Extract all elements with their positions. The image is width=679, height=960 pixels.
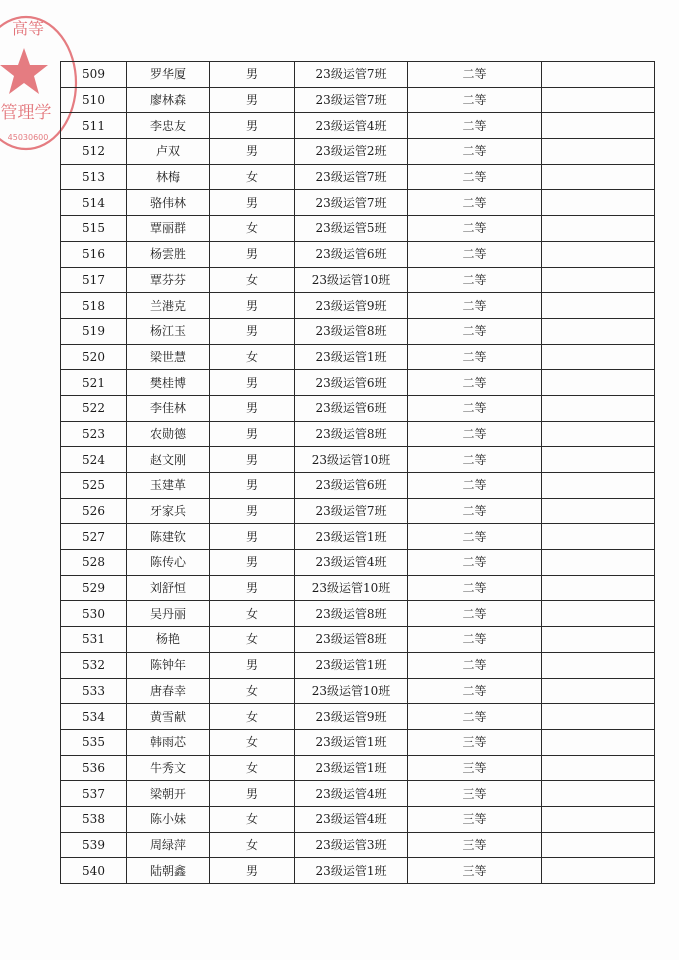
award-grade: 三等 xyxy=(408,781,542,807)
seal-text-top: 高等 xyxy=(11,19,45,38)
award-grade: 二等 xyxy=(408,498,542,524)
award-grade: 三等 xyxy=(408,729,542,755)
table-row xyxy=(61,293,655,319)
row-number: 531 xyxy=(61,627,127,653)
row-number: 535 xyxy=(61,729,127,755)
award-grade: 二等 xyxy=(408,344,542,370)
table-row xyxy=(61,139,655,165)
student-name: 陆朝鑫 xyxy=(127,858,210,884)
row-number: 534 xyxy=(61,704,127,730)
gender: 男 xyxy=(210,241,295,267)
student-name: 兰港克 xyxy=(127,293,210,319)
award-grade: 二等 xyxy=(408,190,542,216)
class-name: 23级运管10班 xyxy=(295,575,408,601)
class-name: 23级运管5班 xyxy=(295,216,408,242)
table-row xyxy=(61,601,655,627)
class-name: 23级运管1班 xyxy=(295,344,408,370)
remarks xyxy=(542,806,655,832)
remarks xyxy=(542,421,655,447)
remarks xyxy=(542,318,655,344)
student-name: 杨艳 xyxy=(127,627,210,653)
student-name: 农勋德 xyxy=(127,421,210,447)
student-name: 杨江玉 xyxy=(127,318,210,344)
student-name: 陈小妹 xyxy=(127,806,210,832)
award-grade: 二等 xyxy=(408,575,542,601)
student-name: 廖林森 xyxy=(127,87,210,113)
award-grade: 二等 xyxy=(408,164,542,190)
row-number: 532 xyxy=(61,652,127,678)
table-row xyxy=(61,473,655,499)
gender: 女 xyxy=(210,832,295,858)
class-name: 23级运管7班 xyxy=(295,62,408,88)
student-name: 樊桂博 xyxy=(127,370,210,396)
student-name: 韩雨芯 xyxy=(127,729,210,755)
row-number: 537 xyxy=(61,781,127,807)
remarks xyxy=(542,293,655,319)
award-grade: 二等 xyxy=(408,447,542,473)
class-name: 23级运管7班 xyxy=(295,498,408,524)
award-grade: 二等 xyxy=(408,652,542,678)
table-row xyxy=(61,113,655,139)
table-row xyxy=(61,524,655,550)
student-name: 卢双 xyxy=(127,139,210,165)
gender: 男 xyxy=(210,498,295,524)
class-name: 23级运管3班 xyxy=(295,832,408,858)
remarks xyxy=(542,87,655,113)
row-number: 513 xyxy=(61,164,127,190)
remarks xyxy=(542,858,655,884)
class-name: 23级运管7班 xyxy=(295,190,408,216)
table-row xyxy=(61,164,655,190)
seal-star-icon xyxy=(0,48,48,94)
table-row xyxy=(61,267,655,293)
gender: 女 xyxy=(210,704,295,730)
row-number: 528 xyxy=(61,550,127,576)
remarks xyxy=(542,652,655,678)
table-row xyxy=(61,550,655,576)
seal-code: 45030600 xyxy=(7,133,49,142)
student-name: 周绿萍 xyxy=(127,832,210,858)
remarks xyxy=(542,267,655,293)
table-row xyxy=(61,241,655,267)
gender: 女 xyxy=(210,601,295,627)
class-name: 23级运管2班 xyxy=(295,139,408,165)
row-number: 515 xyxy=(61,216,127,242)
gender: 男 xyxy=(210,575,295,601)
row-number: 523 xyxy=(61,421,127,447)
seal-text-bottom: 管理学 xyxy=(0,103,52,123)
row-number: 520 xyxy=(61,344,127,370)
row-number: 524 xyxy=(61,447,127,473)
student-name: 牙家兵 xyxy=(127,498,210,524)
class-name: 23级运管4班 xyxy=(295,781,408,807)
remarks xyxy=(542,395,655,421)
table-row xyxy=(61,678,655,704)
student-name: 梁朝开 xyxy=(127,781,210,807)
table-row xyxy=(61,627,655,653)
award-grade: 二等 xyxy=(408,370,542,396)
gender: 男 xyxy=(210,421,295,447)
class-name: 23级运管10班 xyxy=(295,678,408,704)
remarks xyxy=(542,139,655,165)
class-name: 23级运管1班 xyxy=(295,524,408,550)
class-name: 23级运管1班 xyxy=(295,729,408,755)
table-row xyxy=(61,62,655,88)
row-number: 514 xyxy=(61,190,127,216)
award-grade: 二等 xyxy=(408,139,542,165)
gender: 女 xyxy=(210,806,295,832)
row-number: 533 xyxy=(61,678,127,704)
table-row xyxy=(61,755,655,781)
student-name: 唐春幸 xyxy=(127,678,210,704)
table-row xyxy=(61,87,655,113)
award-grade: 二等 xyxy=(408,704,542,730)
class-name: 23级运管1班 xyxy=(295,858,408,884)
award-grade: 二等 xyxy=(408,113,542,139)
gender: 男 xyxy=(210,447,295,473)
student-name: 覃芬芬 xyxy=(127,267,210,293)
gender: 男 xyxy=(210,293,295,319)
row-number: 517 xyxy=(61,267,127,293)
award-grade: 二等 xyxy=(408,293,542,319)
student-name: 罗华厦 xyxy=(127,62,210,88)
row-number: 538 xyxy=(61,806,127,832)
award-grade: 二等 xyxy=(408,241,542,267)
class-name: 23级运管4班 xyxy=(295,806,408,832)
award-grade: 二等 xyxy=(408,678,542,704)
student-name: 李忠友 xyxy=(127,113,210,139)
award-grade: 二等 xyxy=(408,601,542,627)
row-number: 521 xyxy=(61,370,127,396)
student-name: 陈传心 xyxy=(127,550,210,576)
table-row xyxy=(61,190,655,216)
remarks xyxy=(542,164,655,190)
class-name: 23级运管7班 xyxy=(295,87,408,113)
gender: 女 xyxy=(210,267,295,293)
gender: 男 xyxy=(210,139,295,165)
gender: 女 xyxy=(210,755,295,781)
student-name: 李佳林 xyxy=(127,395,210,421)
table-row xyxy=(61,318,655,344)
gender: 男 xyxy=(210,62,295,88)
class-name: 23级运管1班 xyxy=(295,755,408,781)
class-name: 23级运管8班 xyxy=(295,318,408,344)
remarks xyxy=(542,729,655,755)
class-name: 23级运管7班 xyxy=(295,164,408,190)
table-row xyxy=(61,370,655,396)
gender: 女 xyxy=(210,678,295,704)
remarks xyxy=(542,344,655,370)
remarks xyxy=(542,524,655,550)
row-number: 525 xyxy=(61,473,127,499)
row-number: 527 xyxy=(61,524,127,550)
student-name: 刘舒恒 xyxy=(127,575,210,601)
award-grade: 二等 xyxy=(408,421,542,447)
class-name: 23级运管10班 xyxy=(295,267,408,293)
row-number: 540 xyxy=(61,858,127,884)
award-grade: 二等 xyxy=(408,267,542,293)
table-row xyxy=(61,421,655,447)
award-roster-table xyxy=(60,61,655,884)
remarks xyxy=(542,113,655,139)
gender: 男 xyxy=(210,652,295,678)
remarks xyxy=(542,601,655,627)
table-row xyxy=(61,652,655,678)
table-row xyxy=(61,729,655,755)
row-number: 510 xyxy=(61,87,127,113)
remarks xyxy=(542,832,655,858)
row-number: 539 xyxy=(61,832,127,858)
class-name: 23级运管4班 xyxy=(295,550,408,576)
award-grade: 二等 xyxy=(408,62,542,88)
gender: 女 xyxy=(210,344,295,370)
gender: 男 xyxy=(210,318,295,344)
remarks xyxy=(542,370,655,396)
student-name: 梁世慧 xyxy=(127,344,210,370)
student-name: 林梅 xyxy=(127,164,210,190)
table-row xyxy=(61,858,655,884)
class-name: 23级运管1班 xyxy=(295,652,408,678)
gender: 男 xyxy=(210,395,295,421)
row-number: 516 xyxy=(61,241,127,267)
table-row xyxy=(61,498,655,524)
gender: 男 xyxy=(210,370,295,396)
student-name: 玉建革 xyxy=(127,473,210,499)
table-row xyxy=(61,832,655,858)
remarks xyxy=(542,62,655,88)
remarks xyxy=(542,498,655,524)
student-name: 杨雲胜 xyxy=(127,241,210,267)
remarks xyxy=(542,575,655,601)
remarks xyxy=(542,627,655,653)
student-name: 陈钟年 xyxy=(127,652,210,678)
student-name: 黄雪献 xyxy=(127,704,210,730)
class-name: 23级运管8班 xyxy=(295,601,408,627)
remarks xyxy=(542,447,655,473)
table-row xyxy=(61,447,655,473)
award-grade: 二等 xyxy=(408,524,542,550)
remarks xyxy=(542,190,655,216)
award-grade: 二等 xyxy=(408,318,542,344)
gender: 男 xyxy=(210,550,295,576)
award-grade: 二等 xyxy=(408,395,542,421)
remarks xyxy=(542,241,655,267)
gender: 男 xyxy=(210,524,295,550)
student-name: 骆伟林 xyxy=(127,190,210,216)
table-row xyxy=(61,395,655,421)
award-grade: 三等 xyxy=(408,806,542,832)
class-name: 23级运管6班 xyxy=(295,370,408,396)
award-grade: 二等 xyxy=(408,473,542,499)
class-name: 23级运管9班 xyxy=(295,293,408,319)
student-name: 吴丹丽 xyxy=(127,601,210,627)
table-row xyxy=(61,216,655,242)
award-grade: 二等 xyxy=(408,550,542,576)
remarks xyxy=(542,678,655,704)
class-name: 23级运管10班 xyxy=(295,447,408,473)
class-name: 23级运管6班 xyxy=(295,241,408,267)
row-number: 512 xyxy=(61,139,127,165)
remarks xyxy=(542,704,655,730)
class-name: 23级运管6班 xyxy=(295,395,408,421)
row-number: 530 xyxy=(61,601,127,627)
student-name: 陈建钦 xyxy=(127,524,210,550)
row-number: 519 xyxy=(61,318,127,344)
table-row xyxy=(61,704,655,730)
gender: 女 xyxy=(210,216,295,242)
row-number: 536 xyxy=(61,755,127,781)
award-grade: 二等 xyxy=(408,627,542,653)
row-number: 522 xyxy=(61,395,127,421)
gender: 男 xyxy=(210,190,295,216)
row-number: 509 xyxy=(61,62,127,88)
gender: 女 xyxy=(210,729,295,755)
table-row xyxy=(61,344,655,370)
award-grade: 二等 xyxy=(408,216,542,242)
roster-body xyxy=(61,62,655,884)
gender: 女 xyxy=(210,164,295,190)
row-number: 511 xyxy=(61,113,127,139)
student-name: 牛秀文 xyxy=(127,755,210,781)
class-name: 23级运管8班 xyxy=(295,421,408,447)
table-row xyxy=(61,781,655,807)
gender: 男 xyxy=(210,858,295,884)
gender: 男 xyxy=(210,781,295,807)
table-row xyxy=(61,806,655,832)
row-number: 518 xyxy=(61,293,127,319)
class-name: 23级运管9班 xyxy=(295,704,408,730)
gender: 男 xyxy=(210,87,295,113)
remarks xyxy=(542,755,655,781)
remarks xyxy=(542,473,655,499)
remarks xyxy=(542,781,655,807)
class-name: 23级运管4班 xyxy=(295,113,408,139)
remarks xyxy=(542,550,655,576)
award-grade: 三等 xyxy=(408,755,542,781)
row-number: 526 xyxy=(61,498,127,524)
table-row xyxy=(61,575,655,601)
row-number: 529 xyxy=(61,575,127,601)
award-grade: 二等 xyxy=(408,87,542,113)
award-grade: 三等 xyxy=(408,832,542,858)
class-name: 23级运管6班 xyxy=(295,473,408,499)
gender: 男 xyxy=(210,113,295,139)
gender: 女 xyxy=(210,627,295,653)
student-name: 赵文刚 xyxy=(127,447,210,473)
remarks xyxy=(542,216,655,242)
gender: 男 xyxy=(210,473,295,499)
class-name: 23级运管8班 xyxy=(295,627,408,653)
award-grade: 三等 xyxy=(408,858,542,884)
student-name: 覃丽群 xyxy=(127,216,210,242)
